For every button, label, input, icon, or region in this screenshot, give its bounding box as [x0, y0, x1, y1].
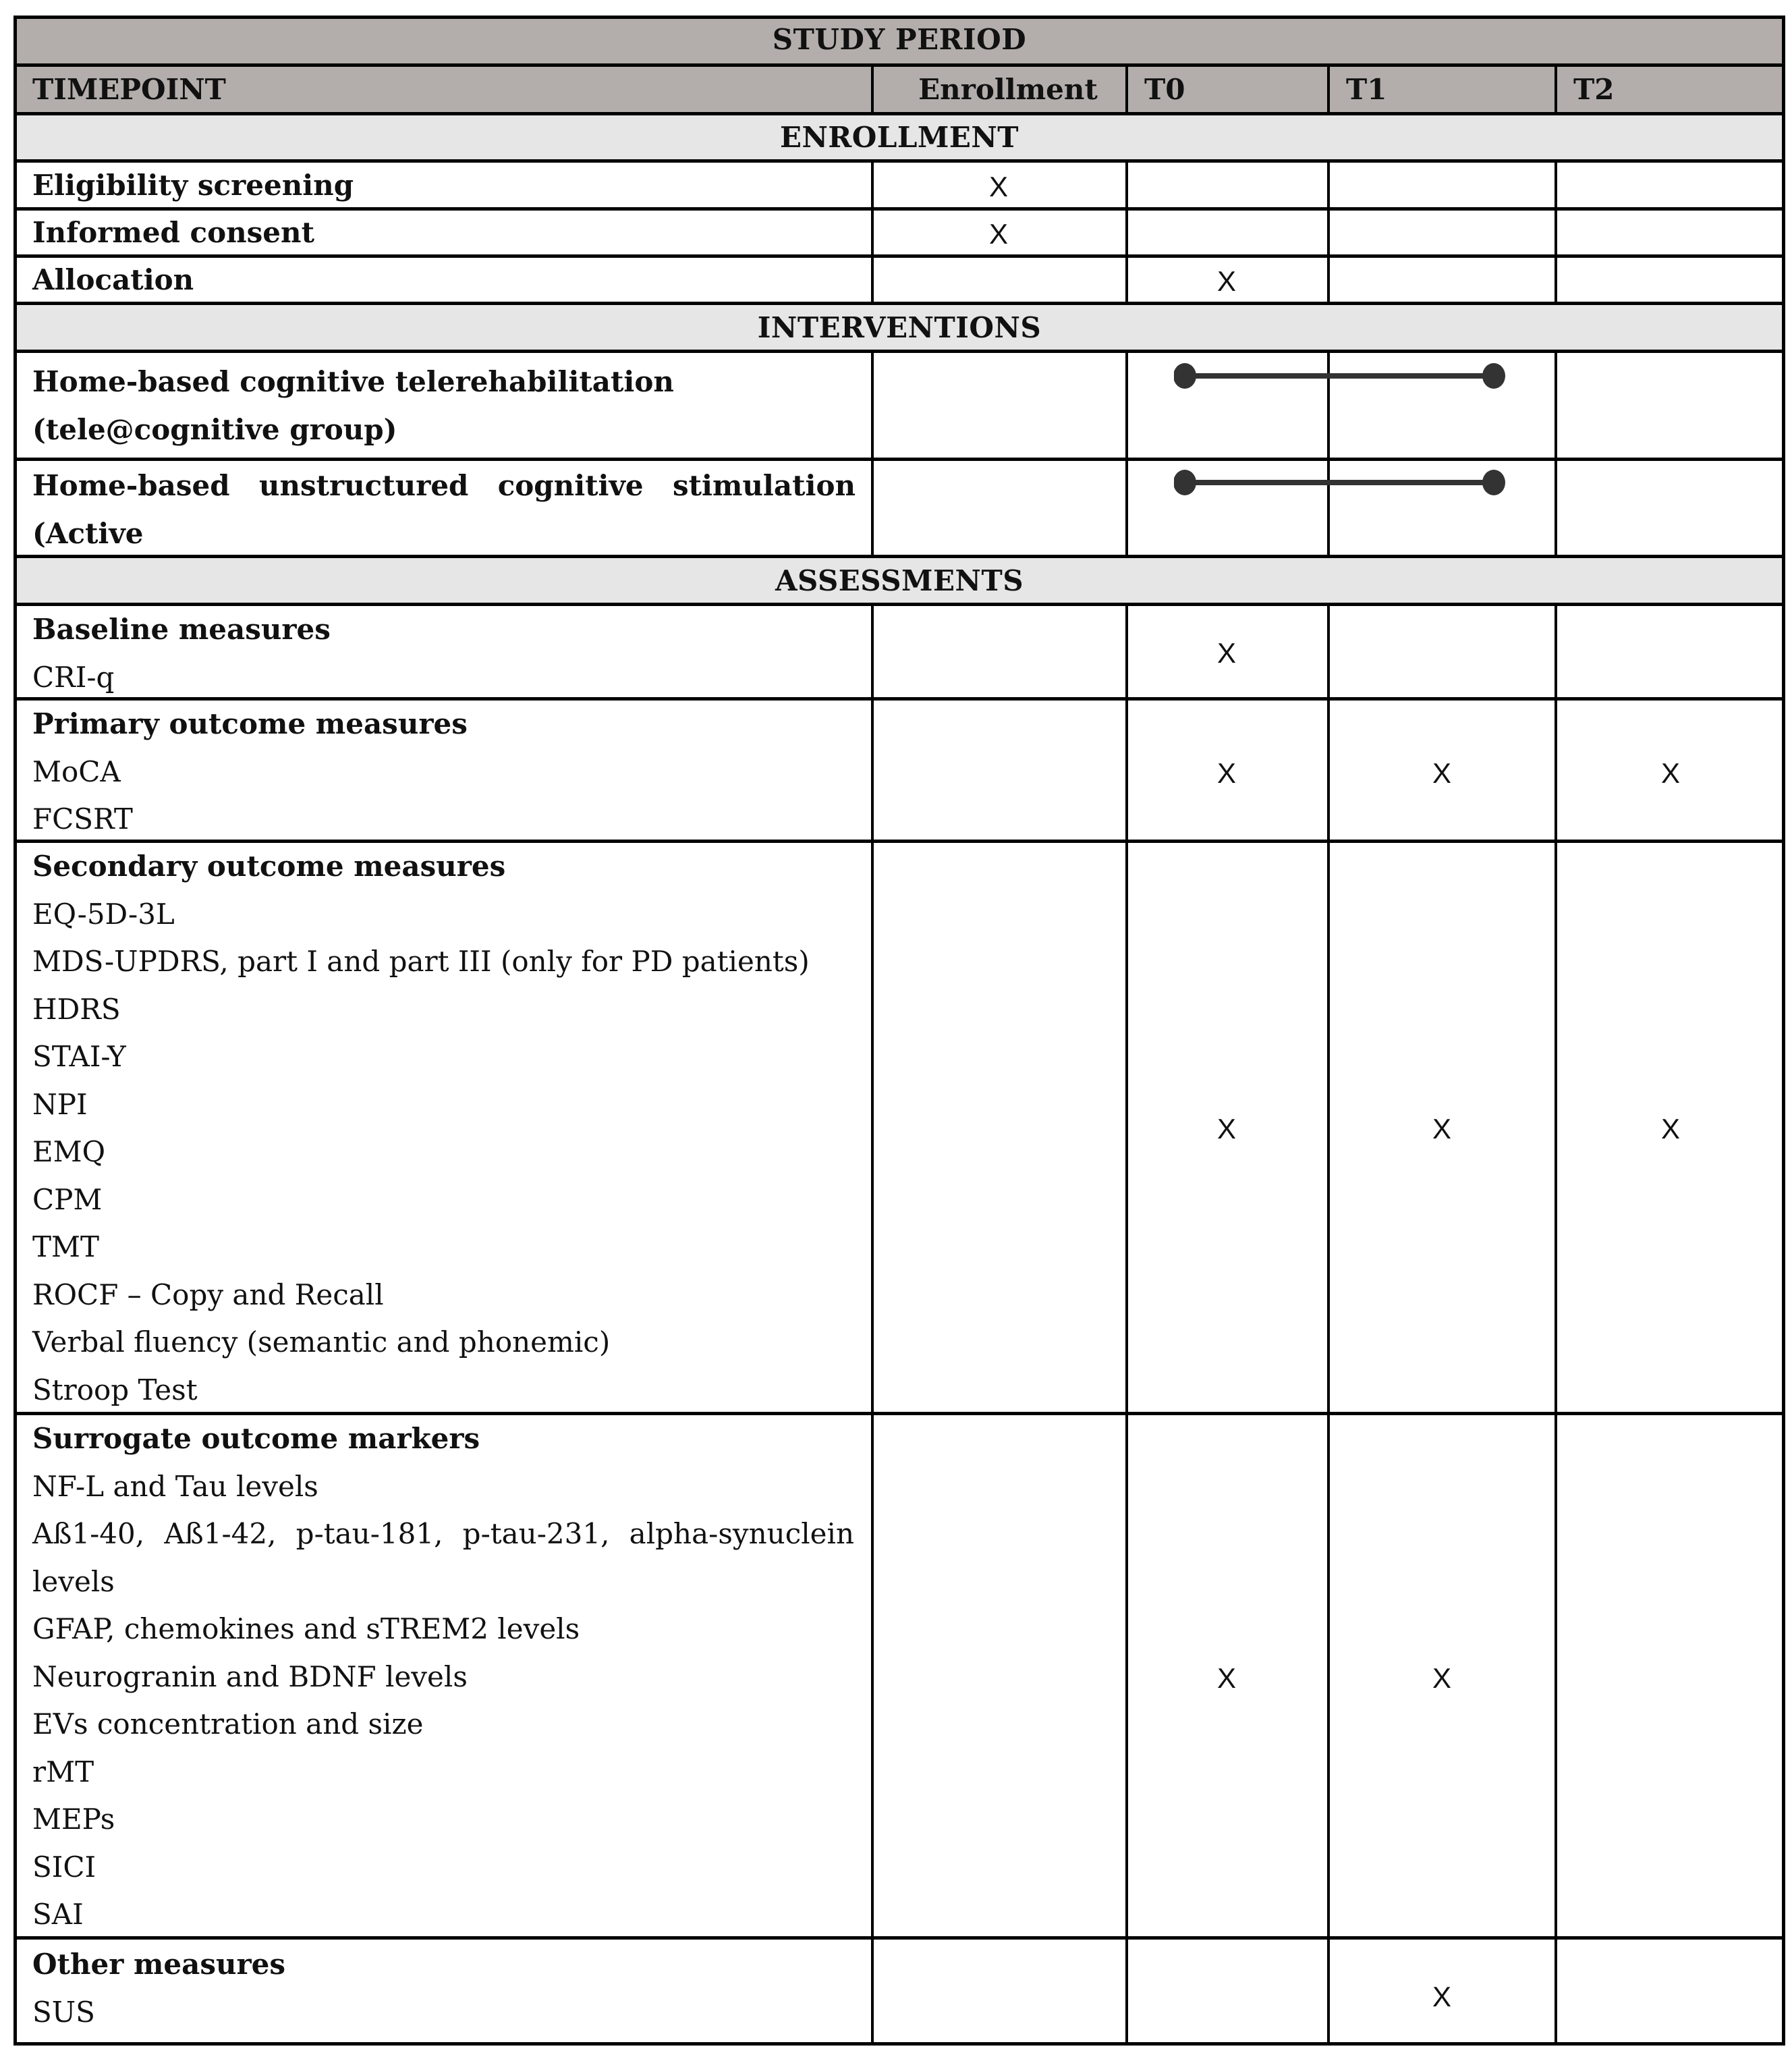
mark-t0: X: [1216, 637, 1237, 669]
measure-item: FCSRT: [32, 802, 133, 835]
measure-item: EQ-5D-3L: [32, 897, 175, 931]
mark-t0: X: [1216, 265, 1237, 297]
row-eligibility-screening: [13, 159, 1785, 207]
section-title-enrollment: ENROLLMENT: [779, 121, 1019, 154]
group-secondary-outcome-measures: [13, 840, 1785, 1412]
column-enrollment: Enrollment: [918, 73, 1098, 106]
group-primary-outcome-measures: [13, 697, 1785, 840]
row-informed-consent: [13, 207, 1785, 254]
row-label: Informed consent: [32, 216, 314, 249]
group-heading: Other measures: [32, 1948, 286, 1981]
measure-item: rMT: [32, 1755, 94, 1788]
group-heading: Surrogate outcome markers: [32, 1422, 480, 1455]
intervention-duration-bar-icon: [1174, 362, 1525, 389]
section-title-assessments: ASSESSMENTS: [775, 564, 1024, 597]
row-allocation: [13, 254, 1785, 302]
row-label-line1: Home-based cognitive telerehabilitation: [32, 365, 674, 398]
group-baseline-measures: [13, 603, 1785, 697]
measure-item: CPM: [32, 1182, 103, 1216]
measure-item: MDS-UPDRS, part I and part III (only for PD patients): [32, 945, 810, 978]
mark-t1: X: [1432, 1662, 1452, 1694]
measure-item: HDRS: [32, 992, 121, 1026]
row-label-line1: Home-based unstructured cognitive stimulation (Active: [32, 469, 856, 550]
mark-t0: X: [1216, 1113, 1237, 1145]
mark-t2: X: [1660, 757, 1681, 789]
column-t2: T2: [1573, 73, 1615, 106]
section-enrollment: [13, 112, 1785, 159]
row-telerehabilitation: [13, 350, 1785, 458]
measure-item: NF-L and Tau levels: [32, 1469, 318, 1503]
measure-item-continued: levels: [32, 1564, 115, 1598]
measure-item: SAI: [32, 1898, 84, 1931]
row-label: Eligibility screening: [32, 168, 354, 202]
measure-item: EMQ: [32, 1135, 106, 1168]
study-period-header: [13, 16, 1785, 63]
row-active-control-group: [13, 458, 1785, 555]
group-heading: Baseline measures: [32, 613, 331, 646]
measure-item: Stroop Test: [32, 1373, 198, 1406]
mark-t1: X: [1432, 757, 1452, 789]
measure-item: Verbal fluency (semantic and phonemic): [32, 1325, 611, 1359]
mark-t0: X: [1216, 757, 1237, 789]
group-heading: Primary outcome measures: [32, 707, 468, 740]
measure-item: SICI: [32, 1850, 96, 1884]
group-other-measures: [13, 1936, 1785, 2046]
measure-item: Neurogranin and BDNF levels: [32, 1660, 468, 1693]
mark-enrollment: X: [988, 171, 1009, 202]
row-label: Allocation: [32, 263, 194, 296]
intervention-duration-bar-icon: [1174, 469, 1525, 496]
column-t0: T0: [1144, 73, 1185, 106]
timepoint-header-row: [13, 63, 1785, 112]
mark-t0: X: [1216, 1662, 1237, 1694]
measure-item: MoCA: [32, 755, 121, 788]
mark-t2: X: [1660, 1113, 1681, 1145]
measure-item: Aß1-40, Aß1-42, p-tau-181, p-tau-231, alpha-synuclein: [32, 1517, 854, 1550]
timepoint-label: TIMEPOINT: [32, 73, 226, 106]
measure-item: ROCF – Copy and Recall: [32, 1278, 384, 1311]
measure-item: NPI: [32, 1087, 88, 1121]
section-interventions: [13, 302, 1785, 350]
measure-item: STAI-Y: [32, 1040, 126, 1073]
group-heading: Secondary outcome measures: [32, 850, 506, 883]
measure-item: SUS: [32, 1995, 95, 2029]
measure-item: GFAP, chemokines and sTREM2 levels: [32, 1612, 580, 1645]
measure-item: MEPs: [32, 1803, 115, 1836]
section-assessments: [13, 555, 1785, 603]
mark-enrollment: X: [988, 218, 1009, 250]
spirit-schedule-table: [13, 16, 1785, 2046]
measure-item: EVs concentration and size: [32, 1707, 424, 1740]
measure-item: CRI-q: [32, 660, 115, 694]
study-period-title: STUDY PERIOD: [772, 23, 1027, 56]
section-title-interventions: INTERVENTIONS: [757, 310, 1042, 344]
row-label-line2: (tele@cognitive group): [32, 412, 397, 446]
measure-item: TMT: [32, 1230, 100, 1263]
column-t1: T1: [1346, 73, 1387, 106]
mark-t1: X: [1432, 1113, 1452, 1145]
group-surrogate-outcome-markers: [13, 1412, 1785, 1936]
mark-t1: X: [1432, 1981, 1452, 2012]
